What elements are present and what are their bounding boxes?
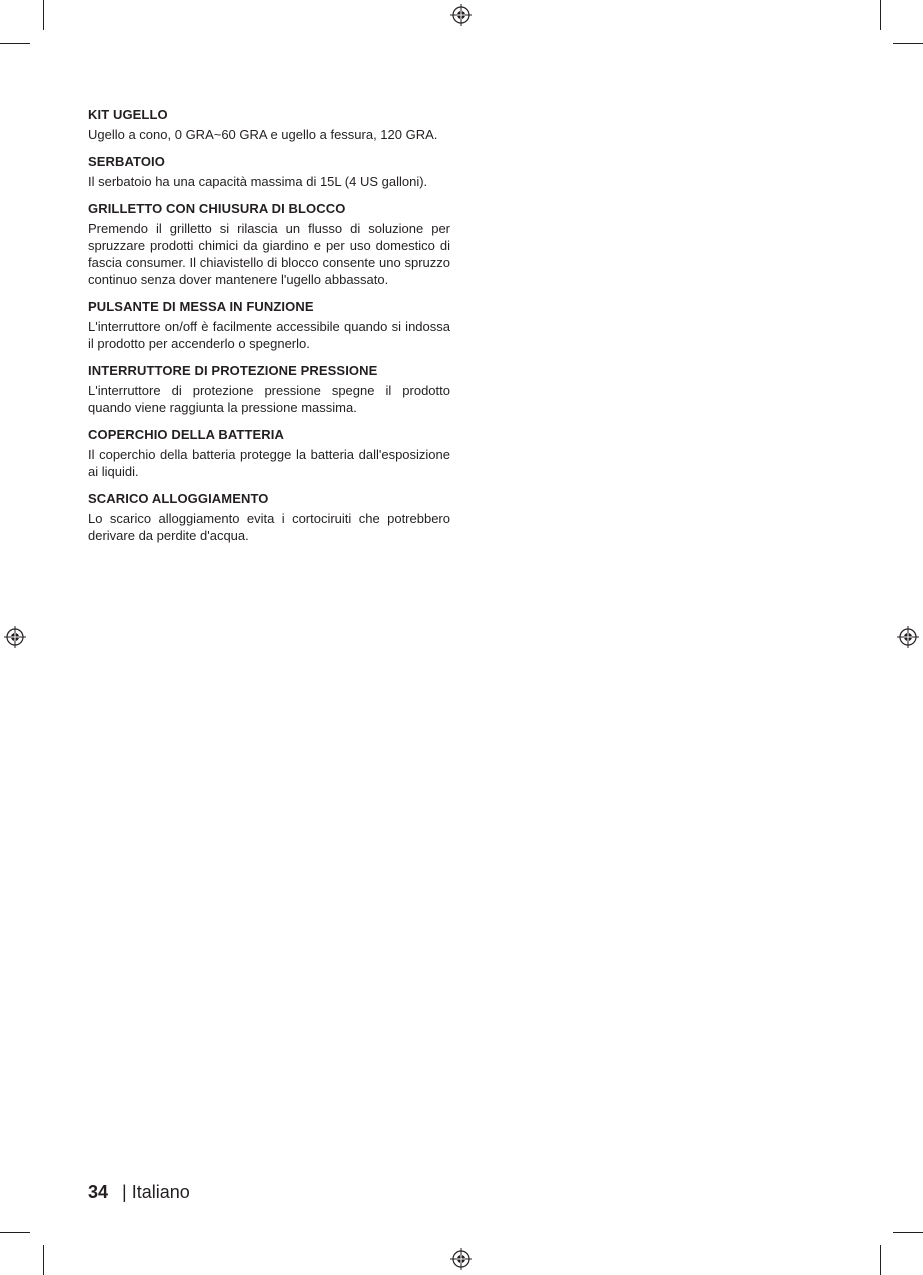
crop-mark-bottom-right-horizontal [893, 1232, 923, 1233]
section-heading: COPERCHIO DELLA BATTERIA [88, 427, 284, 442]
section-heading: INTERRUTTORE DI PROTEZIONE PRESSIONE [88, 363, 378, 378]
section-heading: KIT UGELLO [88, 107, 168, 122]
feature-descriptions [88, 106, 450, 554]
section-heading: GRILLETTO CON CHIUSURA DI BLOCCO [88, 201, 346, 216]
section-trigger-lock [88, 200, 450, 288]
registration-crosshair-icon [450, 1248, 472, 1270]
section-pressure-switch [88, 362, 450, 416]
registration-crosshair-icon [450, 4, 472, 26]
section-body: Premendo il grilletto si rilascia un flusso di soluzione per spruzzare prodotti chimici da giardino e per uso domestico di fascia consumer. Il chiavistello di blocco consente uno spruzzo continuo senza dover mantenere l'ugello abbassato. [88, 221, 450, 287]
crop-mark-top-right-vertical [880, 0, 881, 30]
section-heading: PULSANTE DI MESSA IN FUNZIONE [88, 299, 314, 314]
crop-mark-bottom-left-vertical [43, 1245, 44, 1275]
registration-crosshair-icon [897, 626, 919, 648]
section-body: Il serbatoio ha una capacità massima di 15L (4 US galloni). [88, 174, 428, 189]
section-housing-drain [88, 490, 450, 544]
section-body: L'interruttore di protezione pressione spegne il prodotto quando viene raggiunta la pressione massima. [88, 383, 450, 415]
crop-mark-top-left-horizontal [0, 43, 30, 44]
section-body: Lo scarico alloggiamento evita i cortociruiti che potrebbero derivare da perdite d'acqua. [88, 511, 450, 543]
section-body: Il coperchio della batteria protegge la batteria dall'esposizione ai liquidi. [88, 447, 450, 479]
section-nozzle-kit [88, 106, 450, 143]
section-tank [88, 153, 450, 190]
section-battery-cover [88, 426, 450, 480]
section-heading: SERBATOIO [88, 154, 165, 169]
section-power-button [88, 298, 450, 352]
section-body: Ugello a cono, 0 GRA~60 GRA e ugello a fessura, 120 GRA. [88, 127, 438, 142]
crop-mark-bottom-left-horizontal [0, 1232, 30, 1233]
crop-mark-top-right-horizontal [893, 43, 923, 44]
page-footer [88, 1181, 190, 1203]
section-body: L'interruttore on/off è facilmente accessibile quando si indossa il prodotto per accenderlo o spegnerlo. [88, 319, 450, 351]
page-number: 34 [88, 1182, 109, 1202]
crop-mark-top-left-vertical [43, 0, 44, 30]
section-heading: SCARICO ALLOGGIAMENTO [88, 491, 269, 506]
crop-mark-bottom-right-vertical [880, 1245, 881, 1275]
registration-crosshair-icon [4, 626, 26, 648]
footer-language: | Italiano [122, 1182, 190, 1202]
